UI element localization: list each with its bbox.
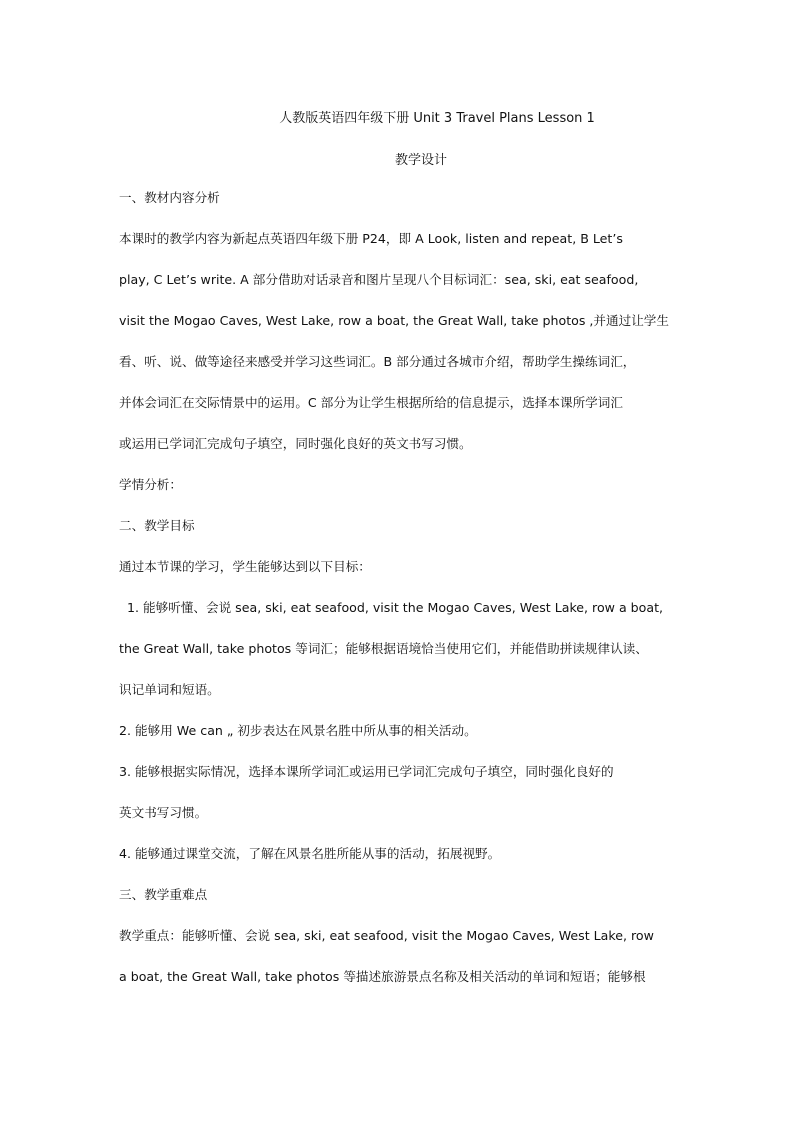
paragraph-line: play, C Let’s write. A 部分借助对话录音和图片呈现八个目标词汇：sea, ski, eat seafood,: [119, 272, 639, 287]
paragraph-line: 本课时的教学内容为新起点英语四年级下册 P24，即 A Look, listen and repeat, B Let’s: [119, 231, 623, 246]
paragraph-line: 英文书写习惯。: [119, 805, 208, 820]
section-heading-learner-analysis: 学情分析：: [119, 477, 182, 492]
paragraph-line: 并体会词汇在交际情景中的运用。C 部分为让学生根据所给的信息提示，选择本课所学词汇: [119, 395, 623, 410]
paragraph-line: 或运用已学词汇完成句子填空，同时强化良好的英文书写习惯。: [119, 436, 472, 451]
paragraph-line: 看、听、说、做等途径来感受并学习这些词汇。B 部分通过各城市介绍，帮助学生操练词汇，: [119, 354, 636, 369]
document-subtitle: 教学设计: [394, 153, 447, 168]
paragraph-line: visit the Mogao Caves, West Lake, row a boat, the Great Wall, take photos ,并通过让学生: [119, 313, 669, 328]
list-item-goal-3: 3. 能够根据实际情况，选择本课所学词汇或运用已学词汇完成句子填空，同时强化良好的: [119, 764, 614, 779]
document-title: 人教版英语四年级下册 Unit 3 Travel Plans Lesson 1: [279, 111, 595, 126]
section-heading-key-points: 三、教学重难点: [119, 887, 208, 902]
paragraph-line: the Great Wall, take photos 等词汇；能够根据语境恰当使用它们，并能借助拼读规律认读、: [119, 641, 648, 656]
list-item-goal-1: 1. 能够听懂、会说 sea, ski, eat seafood, visit the Mogao Caves, West Lake, row a boat,: [127, 600, 664, 615]
section-heading-teaching-goals: 二、教学目标: [119, 518, 195, 533]
document-body: [119, 186, 679, 1006]
paragraph-line: a boat, the Great Wall, take photos 等描述旅游景点名称及相关活动的单词和短语；能够根: [119, 969, 646, 984]
list-item-goal-2: 2. 能够用 We can „ 初步表达在风景名胜中所从事的相关活动。: [119, 723, 477, 738]
paragraph-line: 教学重点：能够听懂、会说 sea, ski, eat seafood, visit the Mogao Caves, West Lake, row: [119, 928, 654, 943]
section-heading-material-analysis: 一、教材内容分析: [119, 190, 220, 205]
list-item-goal-4: 4. 能够通过课堂交流，了解在风景名胜所能从事的活动，拓展视野。: [119, 846, 501, 861]
paragraph-line: 识记单词和短语。: [119, 682, 220, 697]
paragraph-line: 通过本节课的学习，学生能够达到以下目标：: [119, 559, 371, 574]
